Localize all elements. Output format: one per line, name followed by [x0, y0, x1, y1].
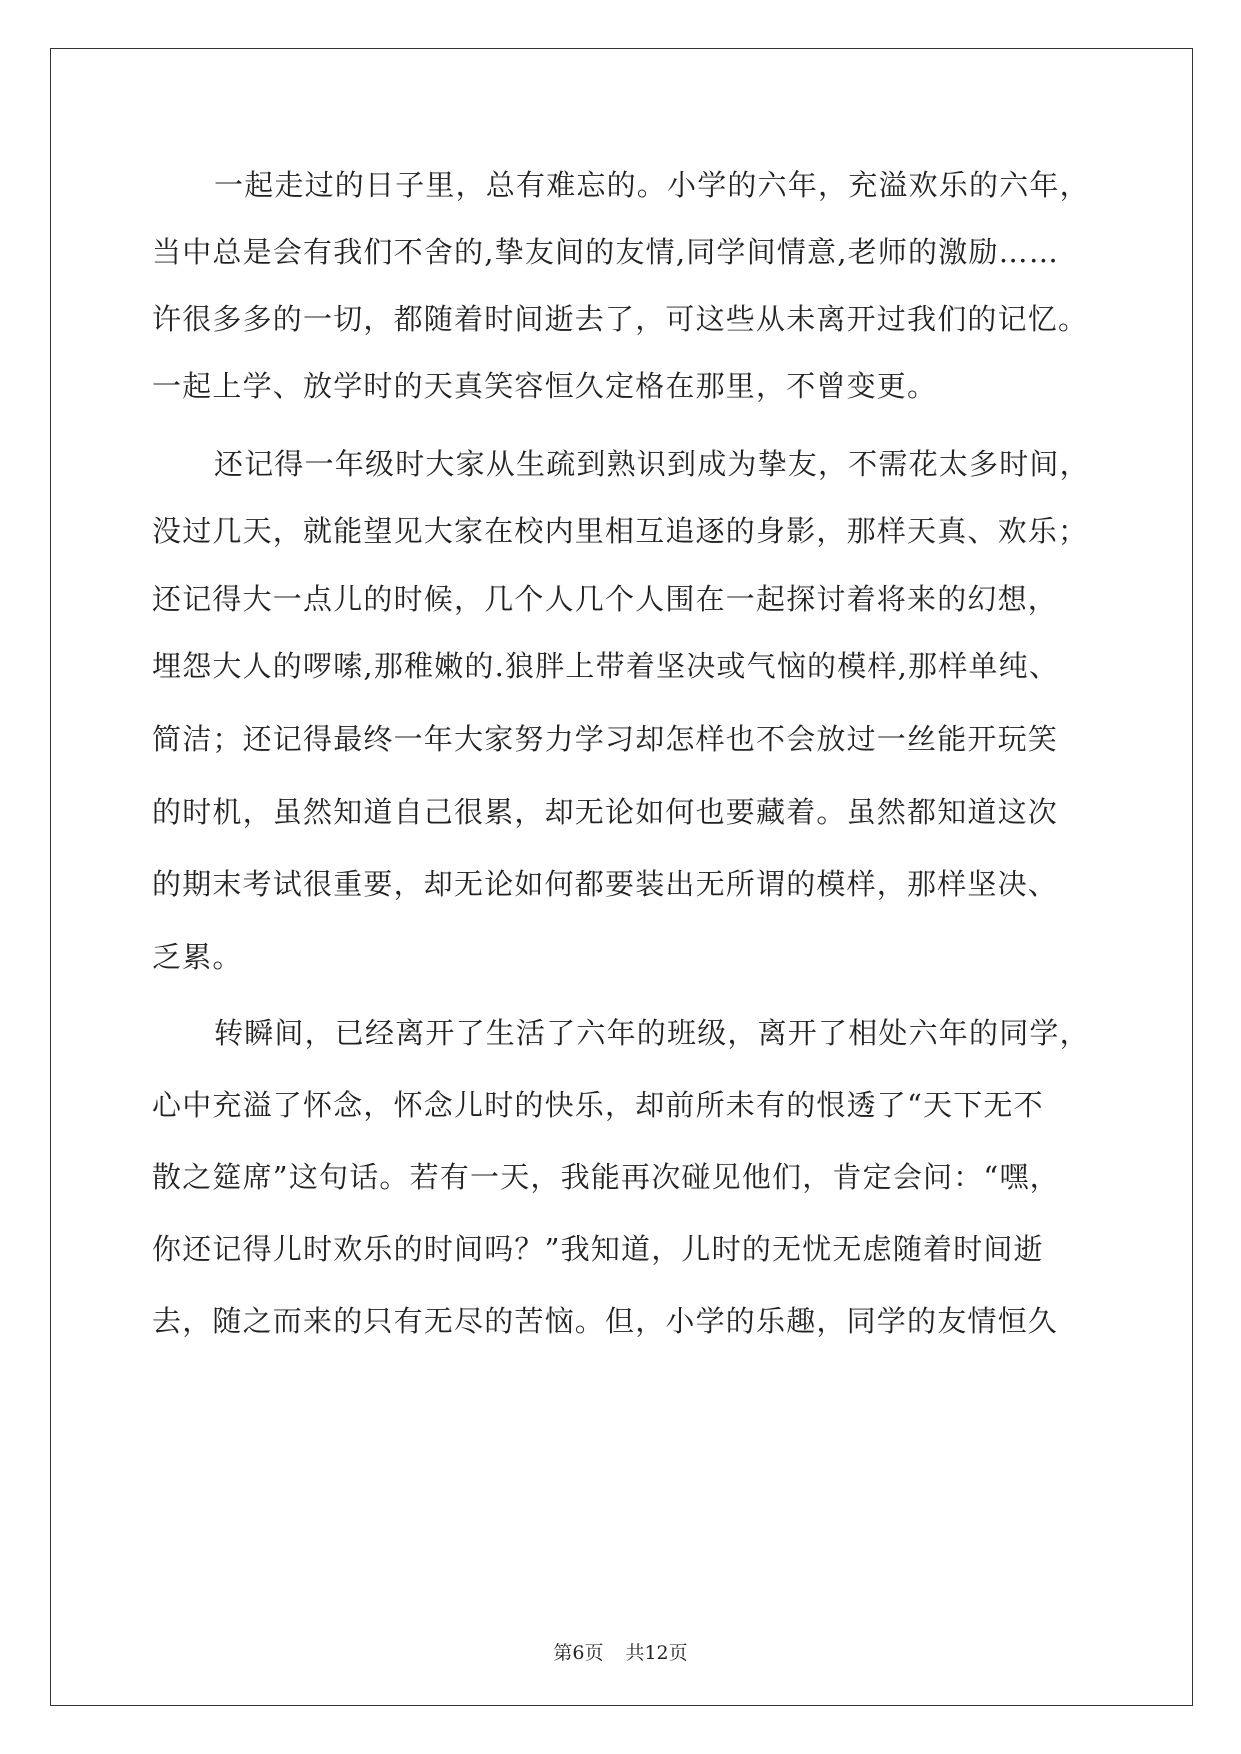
paragraph-2-line-3: 还记得大一点儿的时候，几个人几个人围在一起探讨着将来的幻想，	[152, 582, 1059, 616]
paragraph-2-line-7: 的期末考试很重要，却无论如何都要装出无所谓的模样，那样坚决、	[152, 867, 1059, 901]
paragraph-2-line-5: 简洁；还记得最终一年大家努力学习却怎样也不会放过一丝能开玩笑	[152, 722, 1059, 756]
paragraph-3-line-4: 你还记得儿时欢乐的时间吗？”我知道，儿时的无忧无虑随着时间逝	[152, 1232, 1044, 1266]
paragraph-2-line-6: 的时机，虽然知道自己很累，却无论如何也要藏着。虽然都知道这次	[152, 795, 1059, 829]
paragraph-1-line-4: 一起上学、放学时的天真笑容恒久定格在那里，不曾变更。	[152, 369, 938, 403]
paragraph-2-line-8: 乏累。	[152, 940, 243, 974]
paragraph-2-line-1: 还记得一年级时大家从生疏到熟识到成为挚友，不需花太多时间，	[214, 447, 1090, 481]
paragraph-1-line-1: 一起走过的日子里，总有难忘的。小学的六年，充溢欢乐的六年，	[214, 168, 1090, 202]
paragraph-3-line-3: 散之筵席”这句话。若有一天，我能再次碰见他们，肯定会问：“嘿，	[152, 1160, 1060, 1194]
paragraph-3-line-2: 心中充溢了怀念，怀念儿时的快乐，却前所未有的恨透了“天下无不	[152, 1088, 1044, 1122]
paragraph-3-line-1: 转瞬间，已经离开了生活了六年的班级，离开了相处六年的同学，	[214, 1016, 1090, 1050]
paragraph-1-line-3: 许很多多的一切，都随着时间逝去了，可这些从未离开过我们的记忆。	[152, 302, 1089, 336]
paragraph-1-line-2: 当中总是会有我们不舍的,挚友间的友情,同学间情意,老师的激励……	[152, 235, 1060, 269]
page-number-current: 第6页	[553, 1642, 604, 1664]
paragraph-2-line-4: 埋怨大人的啰嗦,那稚嫩的.狼胖上带着坚决或气恼的模样,那样单纯、	[152, 649, 1060, 683]
page-number-total: 共12页	[625, 1642, 688, 1664]
page-footer	[0, 1638, 1241, 1665]
paragraph-3-line-5: 去，随之而来的只有无尽的苦恼。但，小学的乐趣，同学的友情恒久	[152, 1304, 1059, 1338]
paragraph-2-line-2: 没过几天，就能望见大家在校内里相互追逐的身影，那样天真、欢乐；	[152, 514, 1089, 548]
